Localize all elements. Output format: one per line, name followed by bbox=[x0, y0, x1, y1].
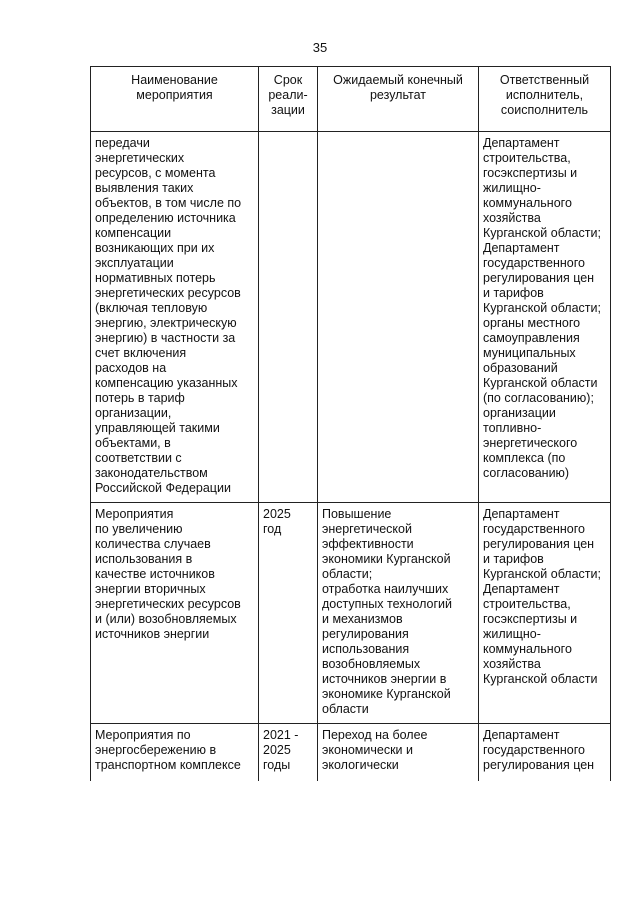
cell-expected-result: Переход на более экономически и экологически bbox=[318, 724, 479, 782]
cell-term: 2021 - 2025 годы bbox=[259, 724, 318, 782]
header-measure-name: Наименование мероприятия bbox=[91, 67, 259, 132]
table-row bbox=[91, 132, 611, 503]
table-header-row bbox=[91, 67, 611, 132]
cell-measure-name: передачи энергетических ресурсов, с момента выявления таких объектов, в том числе по определению источника компенсации возникающих при их эксплуатации нормативных потерь энергетических ресурсов (включая тепловую энергию, электрическую энергию) в частности за счет включения расходов на компенсацию указанных потерь в тариф организации, управляющей такими объектами, в соответствии с законодательством Российской Федерации bbox=[91, 132, 259, 503]
table-row bbox=[91, 503, 611, 724]
cell-responsible: Департамент государственного регулирования цен bbox=[479, 724, 611, 782]
cell-term: 2025 год bbox=[259, 503, 318, 724]
measures-table bbox=[90, 66, 611, 781]
header-responsible: Ответственный исполнитель, соисполнитель bbox=[479, 67, 611, 132]
page-number: 35 bbox=[312, 40, 328, 55]
header-term: Срок реали- зации bbox=[259, 67, 318, 132]
cell-measure-name: Мероприятия по увеличению количества случаев использования в качестве источников энергии вторичных энергетических ресурсов и (или) возобновляемых источников энергии bbox=[91, 503, 259, 724]
cell-responsible: Департамент строительства, госэкспертизы и жилищно- коммунального хозяйства Курганской области; Департамент государственного регулирования цен и тарифов Курганской области; органы местного самоуправления муниципальных образований Курганской области (по согласованию); организации топливно- энергетического комплекса (по согласованию) bbox=[479, 132, 611, 503]
cell-responsible: Департамент государственного регулирования цен и тарифов Курганской области; Департамент строительства, госэкспертизы и жилищно- коммунального хозяйства Курганской области bbox=[479, 503, 611, 724]
cell-term bbox=[259, 132, 318, 503]
cell-measure-name: Мероприятия по энергосбережению в транспортном комплексе bbox=[91, 724, 259, 782]
cell-expected-result bbox=[318, 132, 479, 503]
cell-expected-result: Повышение энергетической эффективности экономики Курганской области; отработка наилучших доступных технологий и механизмов регулирования использования возобновляемых источников энергии в экономике Курганской области bbox=[318, 503, 479, 724]
header-expected-result: Ожидаемый конечный результат bbox=[318, 67, 479, 132]
table-row bbox=[91, 724, 611, 782]
